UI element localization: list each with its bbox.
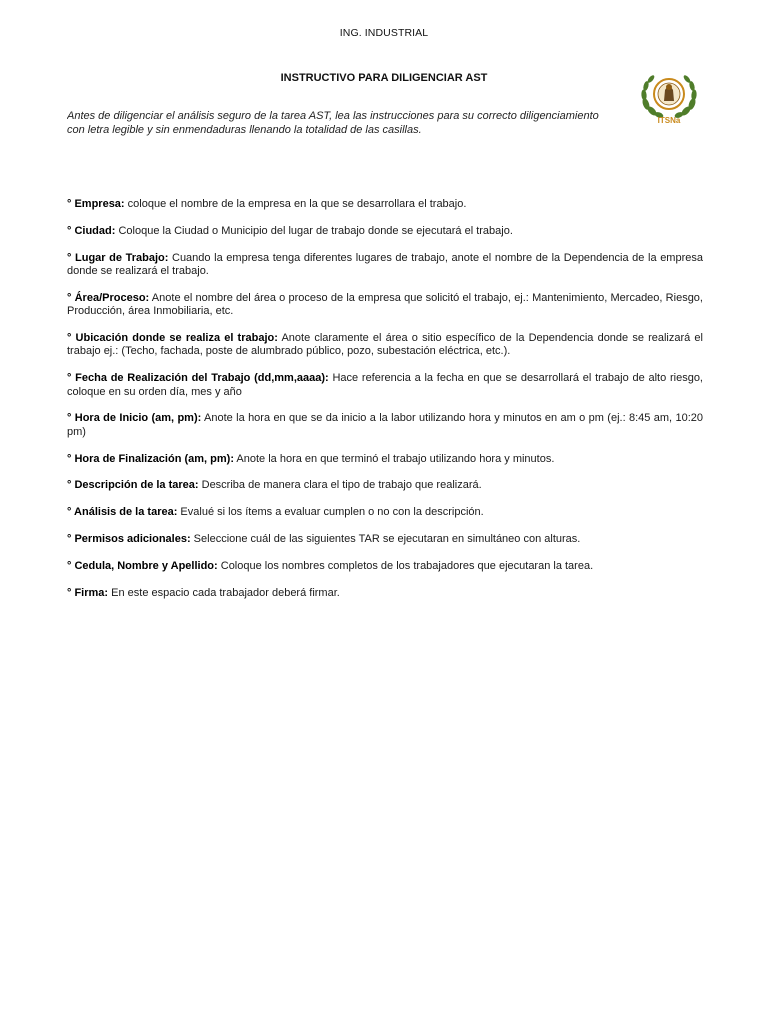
instruction-item-ciudad — [67, 225, 703, 238]
instruction-label: ° Fecha de Realización del Trabajo (dd,mm,aaaa): — [67, 372, 329, 385]
instruction-text: En este espacio cada trabajador deberá firmar. — [108, 586, 340, 599]
instruction-item-permisos — [67, 533, 703, 546]
instruction-item-analisis — [67, 506, 703, 519]
instruction-label: ° Empresa: — [67, 198, 125, 210]
instruction-item-fecha — [67, 372, 703, 399]
instruction-text: Seleccione cuál de las siguientes TAR se ejecutaran en simultáneo con alturas. — [190, 533, 581, 545]
laurel-wreath-seal-icon — [638, 68, 700, 128]
instruction-item-descripcion — [67, 479, 703, 492]
instruction-text: Evalué si los ítems a evaluar cumplen o no con la descripción. — [177, 506, 484, 519]
logo-text: ITSNa — [657, 116, 681, 125]
instruction-item-hora-inicio — [67, 412, 703, 439]
instruction-text: coloque el nombre de la empresa en la que se desarrollara el trabajo. — [124, 198, 467, 210]
instruction-label: ° Lugar de Trabajo: — [67, 251, 169, 264]
institution-logo — [638, 68, 700, 128]
instruction-item-ubicacion — [67, 332, 703, 359]
instruction-text: Describa de manera clara el tipo de trabajo que realizará. — [198, 479, 482, 492]
instruction-text: Hace referencia a la fecha en que se desarrollará el trabajo de alto riesgo, coloque en su orden día, mes y año — [67, 372, 703, 398]
intro-line-2: con letra legible y sin enmendaduras llenando la totalidad de las casillas. — [67, 124, 422, 136]
instruction-label: ° Hora de Inicio (am, pm): — [67, 412, 202, 425]
instruction-label: ° Cedula, Nombre y Apellido: — [67, 559, 218, 572]
instruction-list — [67, 198, 703, 613]
instruction-label: ° Firma: — [67, 586, 109, 599]
instruction-text: Anote la hora en que terminó el trabajo utilizando hora y minutos. — [233, 452, 555, 465]
instruction-text: Anote la hora en que se da inicio a la labor utilizando hora y minutos en am o pm (ej.: 8:45 am, 10:20 pm) — [67, 412, 703, 438]
instruction-text: Cuando la empresa tenga diferentes lugares de trabajo, anote el nombre de la Dependencia de la empresa donde se realizará el trabajo. — [67, 251, 703, 277]
instruction-item-hora-finalizacion — [67, 453, 703, 466]
intro-line-1: Antes de diligenciar el análisis seguro de la tarea AST, lea las instrucciones para su correcto diligenciamiento — [67, 110, 599, 122]
instruction-item-empresa — [67, 198, 703, 211]
instruction-item-cedula-nombre — [67, 560, 703, 573]
instruction-text: Coloque los nombres completos de los trabajadores que ejecutaran la tarea. — [217, 559, 594, 572]
intro-paragraph — [67, 109, 637, 137]
document-title: INSTRUCTIVO PARA DILIGENCIAR AST — [280, 72, 488, 84]
instruction-label: ° Análisis de la tarea: — [67, 506, 178, 519]
instruction-text: Anote el nombre del área o proceso de la empresa que solicitó el trabajo, ej.: Mantenimiento, Mercadeo, Riesgo, Producción, área Inmobiliaria, etc. — [67, 291, 703, 318]
instruction-label: ° Ciudad: — [67, 224, 116, 237]
program-header: ING. INDUSTRIAL — [339, 27, 429, 39]
instruction-label: ° Ubicación donde se realiza el trabajo: — [67, 332, 278, 344]
instruction-text: Anote claramente el área o sitio específico de la Dependencia donde se realizará el trabajo ej.: (Techo, fachada, poste de alumbrado público, pozo, subestación eléctrica, etc.). — [67, 332, 703, 358]
instruction-item-firma — [67, 587, 703, 600]
instruction-label: ° Descripción de la tarea: — [67, 479, 199, 492]
instruction-label: ° Área/Proceso: — [67, 291, 150, 304]
instruction-item-area-proceso — [67, 292, 703, 319]
instruction-text: Coloque la Ciudad o Municipio del lugar de trabajo donde se ejecutará el trabajo. — [115, 224, 513, 237]
instruction-label: ° Permisos adicionales: — [67, 533, 191, 545]
instruction-item-lugar-de-trabajo — [67, 252, 703, 279]
instruction-label: ° Hora de Finalización (am, pm): — [67, 452, 234, 465]
